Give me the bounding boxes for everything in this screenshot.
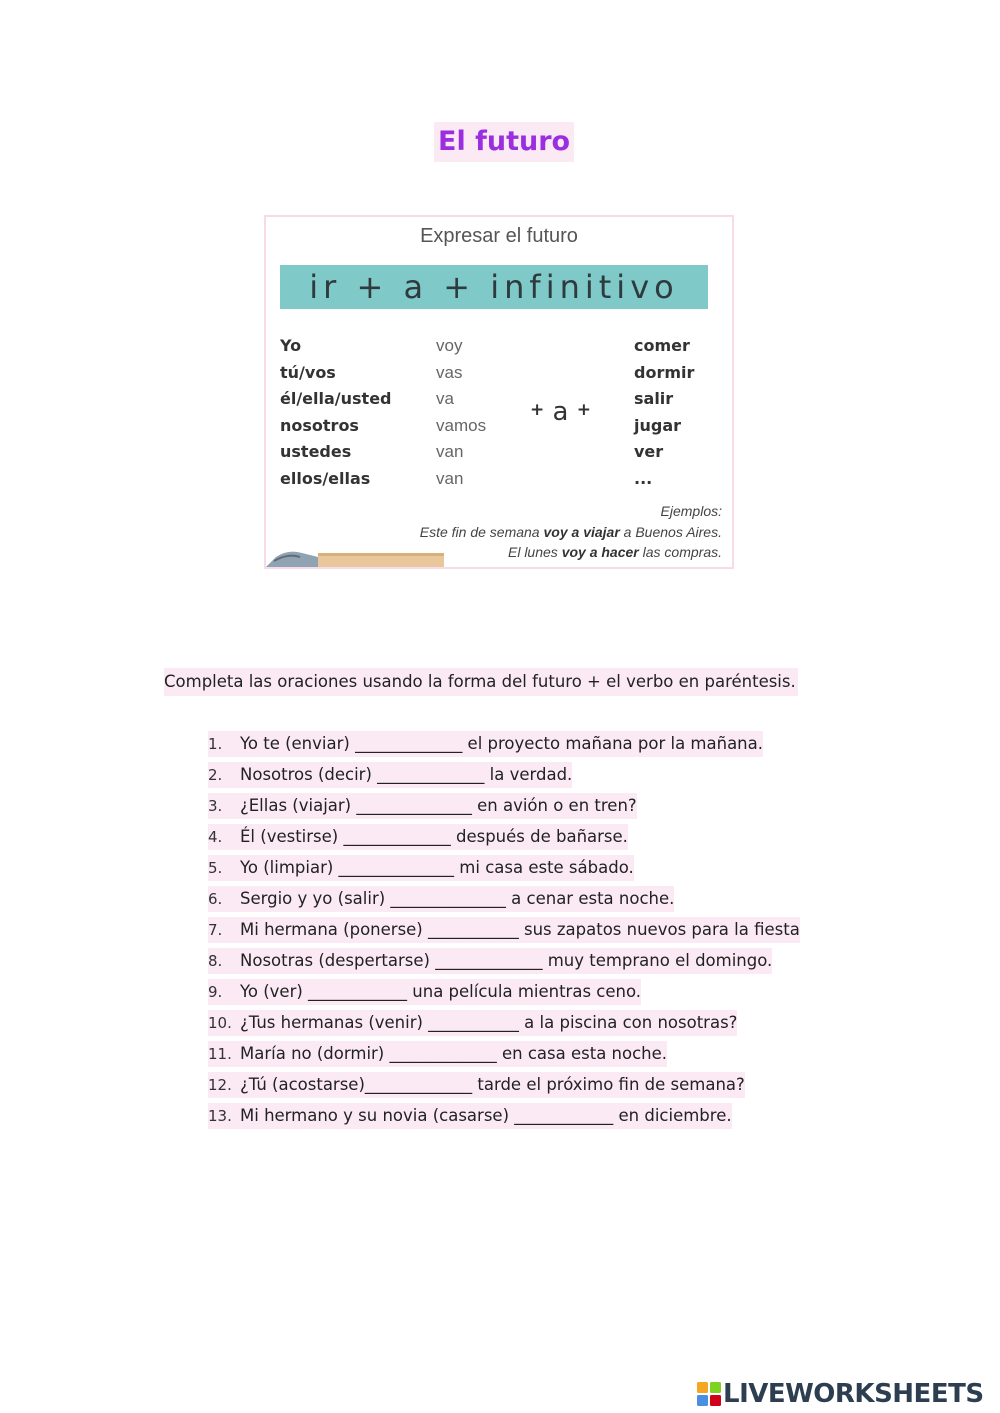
item-text: ¿Tus hermanas (venir) ___________ a la piscina con nosotras? [240, 1010, 737, 1036]
exercise-item [208, 886, 674, 912]
examples-label: Ejemplos: [660, 503, 722, 519]
item-number: 4. [208, 824, 240, 850]
infinitive: dormir [634, 362, 695, 382]
connector-a: a [552, 397, 569, 427]
grammar-card [264, 215, 734, 569]
exercise-item [208, 1103, 732, 1129]
item-text: Yo te (enviar) _____________ el proyecto mañana por la mañana. [240, 731, 763, 757]
aux-verb: vas [436, 362, 463, 382]
infinitive: salir [634, 389, 674, 408]
item-number: 2. [208, 762, 240, 788]
infinitive-column [634, 333, 694, 492]
aux-verb: voy [436, 336, 463, 355]
logo-text: LIVEWORKSHEETS [723, 1379, 984, 1409]
item-number: 6. [208, 886, 240, 912]
item-text: Mi hermana (ponerse) ___________ sus zapatos nuevos para la fiesta [240, 917, 800, 943]
item-text: Nosotros (decir) _____________ la verdad. [240, 762, 572, 788]
example-text: las compras. [638, 544, 722, 560]
exercise-item [208, 855, 634, 881]
example-sentence-2 [508, 544, 722, 560]
infinitive: ... [634, 468, 653, 488]
instructions: Completa las oraciones usando la forma del futuro + el verbo en paréntesis. [164, 668, 798, 696]
plus-a-connector [530, 397, 591, 427]
item-text: Yo (limpiar) ______________ mi casa este sábado. [240, 855, 634, 881]
item-text: Mi hermano y su novia (casarse) ____________ en diciembre. [240, 1103, 732, 1129]
item-text: ¿Tú (acostarse)_____________ tarde el próximo fin de semana? [240, 1072, 745, 1098]
item-text: Él (vestirse) _____________ después de bañarse. [240, 824, 628, 850]
liveworksheets-icon [697, 1382, 721, 1406]
pronoun: ustedes [280, 442, 352, 461]
item-number: 7. [208, 917, 240, 943]
pronoun-column [280, 333, 392, 492]
exercise-item [208, 979, 641, 1005]
exercise-item [208, 917, 800, 943]
aux-verb: va [436, 389, 454, 408]
exercise-item [208, 762, 572, 788]
pronoun: ellos/ellas [280, 468, 371, 488]
formula-banner: ir + a + infinitivo [280, 265, 708, 309]
plus-sign: + [530, 400, 545, 420]
aux-verb: van [436, 442, 464, 461]
exercise-item [208, 793, 637, 819]
item-number: 1. [208, 731, 240, 757]
pronoun: nosotros [280, 415, 359, 435]
example-bold: voy a hacer [561, 544, 639, 560]
aux-verb-column [436, 333, 486, 492]
example-text: Este fin de semana [419, 524, 544, 540]
pronoun: Yo [280, 336, 302, 355]
item-number: 12. [208, 1072, 240, 1098]
item-text: Nosotras (despertarse) _____________ muy temprano el domingo. [240, 948, 772, 974]
item-text: ¿Ellas (viajar) ______________ en avión o en tren? [240, 793, 637, 819]
example-text: El lunes [507, 544, 562, 560]
infinitive: comer [634, 336, 690, 355]
exercise-item [208, 1041, 667, 1067]
item-number: 11. [208, 1041, 240, 1067]
page-title: El futuro [434, 122, 574, 162]
pencil-illustration [266, 549, 444, 567]
item-number: 8. [208, 948, 240, 974]
item-number: 9. [208, 979, 240, 1005]
item-number: 3. [208, 793, 240, 819]
exercise-item [208, 824, 628, 850]
exercise-item [208, 948, 772, 974]
item-number: 5. [208, 855, 240, 881]
plus-sign: + [576, 400, 591, 420]
exercise-item [208, 731, 763, 757]
card-heading: Expresar el futuro [420, 225, 578, 247]
pronoun: tú/vos [280, 362, 336, 382]
example-bold: voy a viajar [543, 524, 620, 540]
item-text: Yo (ver) ____________ una película mientras ceno. [240, 979, 641, 1005]
pronoun: él/ella/usted [280, 389, 392, 408]
example-text: a Buenos Aires. [619, 524, 722, 540]
infinitive: jugar [634, 415, 682, 435]
item-number: 10. [208, 1010, 240, 1036]
aux-verb: vamos [436, 415, 487, 435]
aux-verb: van [436, 468, 464, 488]
exercise-item [208, 1010, 737, 1036]
exercise-item [208, 1072, 745, 1098]
item-text: Sergio y yo (salir) ______________ a cenar esta noche. [240, 886, 674, 912]
item-number: 13. [208, 1103, 240, 1129]
infinitive: ver [634, 442, 664, 461]
item-text: María no (dormir) _____________ en casa esta noche. [240, 1041, 667, 1067]
example-sentence-1 [420, 524, 722, 540]
